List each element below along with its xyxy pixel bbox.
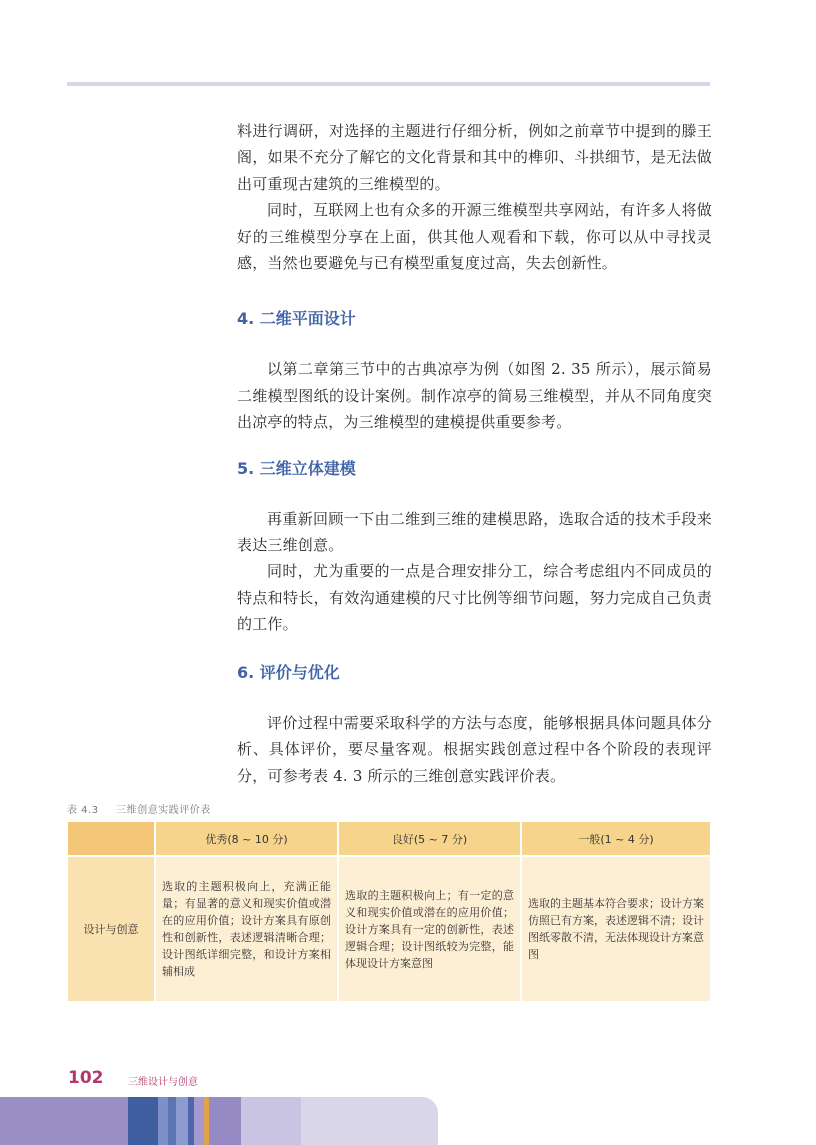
section-heading-3d-modeling: 5. 三维立体建模 — [237, 458, 356, 478]
paragraph-teamwork: 同时，尤为重要的一点是合理安排分工，综合考虑组内不同成员的特点和特长，有效沟通建模的尺寸比例等细节问题，努力完成自己负责的工作。 — [237, 562, 712, 634]
paragraph-review: 再重新回顾一下由二维到三维的建模思路，选取合适的技术手段来表达三维创意。 — [237, 509, 712, 555]
section-heading-2d-design: 4. 二维平面设计 — [237, 309, 356, 329]
table-cell-excellent: 选取的主题积极向上，充满正能量；有显著的意义和现实价值或潜在的应用价值；设计方案具有原创性和创新性，表述逻辑清晰合理；设计图纸详细完整，和设计方案相辅相成 — [155, 856, 338, 1001]
paragraph-open-source: 同时，互联网上也有众多的开源三维模型共享网站，有许多人将做好的三维模型分享在上面，供其他人观看和下载，你可以从中寻找灵感，当然也要避免与已有模型重复度过高，失去创新性。 — [237, 201, 712, 273]
table-header-excellent: 优秀(8 ~ 10 分) — [155, 822, 338, 856]
table-header-corner — [68, 822, 155, 856]
table-caption — [67, 801, 211, 816]
table-row-label: 设计与创意 — [68, 856, 155, 1001]
page-number: 102 — [68, 1068, 104, 1088]
paragraph-evaluation: 评价过程中需要采取科学的方法与态度，能够根据具体问题具体分析、具体评价，要尽量客观。根据实践创意过程中各个阶段的表现评分，可参考表 4. 3 所示的三维创意实践评价表。 — [237, 713, 712, 785]
main-content — [237, 118, 712, 789]
footer-decorative-band — [0, 1097, 438, 1145]
top-divider — [67, 82, 710, 86]
table-caption-title: 三维创意实践评价表 — [116, 805, 211, 816]
footer-book-title: 三维设计与创意 — [128, 1077, 198, 1088]
evaluation-table — [68, 822, 710, 1001]
table-header-row — [68, 822, 710, 856]
paragraph-pavilion: 以第二章第三节中的古典凉亭为例（如图 2. 35 所示），展示简易二维模型图纸的设计案例。制作凉亭的简易三维模型，并从不同角度突出凉亭的特点，为三维模型的建模提供重要参考。 — [237, 360, 712, 432]
table-cell-fair: 选取的主题基本符合要求；设计方案仿照已有方案，表述逻辑不清；设计图纸零散不清，无法体现设计方案意图 — [521, 856, 710, 1001]
table-header-fair: 一般(1 ~ 4 分) — [521, 822, 710, 856]
table-caption-number: 表 4.3 — [67, 805, 99, 816]
table-row — [68, 856, 710, 1001]
paragraph-research: 料进行调研，对选择的主题进行仔细分析，例如之前章节中提到的滕王阁，如果不充分了解它的文化背景和其中的榫卯、斗拱细节，是无法做出可重现古建筑的三维模型的。 — [237, 122, 712, 193]
section-heading-evaluation: 6. 评价与优化 — [237, 662, 340, 682]
table-header-good: 良好(5 ~ 7 分) — [338, 822, 521, 856]
table-cell-good: 选取的主题积极向上；有一定的意义和现实价值或潜在的应用价值；设计方案具有一定的创新性，表述逻辑合理；设计图纸较为完整，能体现设计方案意图 — [338, 856, 521, 1001]
